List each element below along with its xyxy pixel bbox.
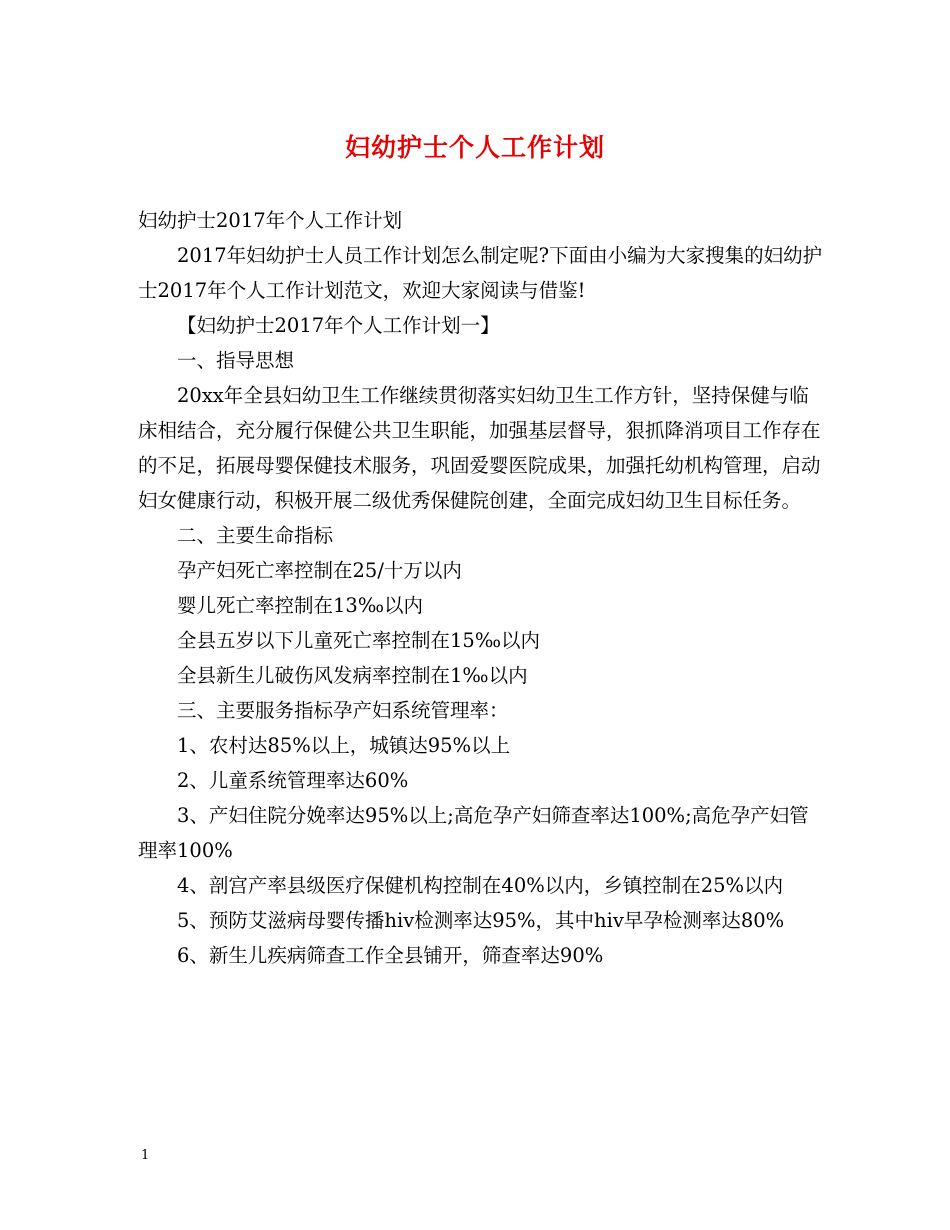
paragraph-heading-service-indicators: 三、主要服务指标孕产妇系统管理率： — [177, 699, 509, 722]
document-body — [138, 203, 828, 973]
paragraph-intro: 2017年妇幼护士人员工作计划怎么制定呢?下面由小编为大家搜集的妇幼护士2017年个人工作计划范文，欢迎大家阅读与借鉴! — [138, 244, 823, 302]
list-item-6: 6、新生儿疾病筛查工作全县铺开，筛查率达90% — [177, 944, 604, 967]
paragraph-section-heading: 【妇幼护士2017年个人工作计划一】 — [177, 314, 500, 337]
page-number: 1 — [141, 1148, 150, 1163]
list-item-5: 5、预防艾滋病母婴传播hiv检测率达95%，其中hiv早孕检测率达80% — [177, 909, 785, 932]
paragraph-under-five-mortality: 全县五岁以下儿童死亡率控制在15‰以内 — [177, 629, 540, 652]
paragraph-subtitle: 妇幼护士2017年个人工作计划 — [138, 209, 403, 232]
paragraph-maternal-mortality: 孕产妇死亡率控制在25/十万以内 — [177, 559, 462, 582]
paragraph-guiding-principle: 20xx年全县妇幼卫生工作继续贯彻落实妇幼卫生工作方针，坚持保健与临床相结合，充分履行保健公共卫生职能，加强基层督导，狠抓降消项目工作存在的不足，拓展母婴保健技术服务，巩固爱婴医院成果，加强托幼机构管理，启动妇女健康行动，积极开展二级优秀保健院创建，全面完成妇幼卫生目标任务。 — [138, 384, 821, 512]
paragraph-infant-mortality: 婴儿死亡率控制在13‰以内 — [177, 594, 423, 617]
paragraph-heading-guiding-principle: 一、指导思想 — [177, 349, 295, 372]
paragraph-heading-life-indicators: 二、主要生命指标 — [177, 524, 334, 547]
document-title: 妇幼护士个人工作计划 — [344, 133, 605, 162]
paragraph-neonatal-tetanus: 全县新生儿破伤风发病率控制在1‰以内 — [177, 664, 528, 687]
list-item-3: 3、产妇住院分娩率达95%以上;高危孕产妇筛查率达100%;高危孕产妇管理率100% — [138, 804, 809, 862]
list-item-2: 2、儿童系统管理率达60% — [177, 769, 409, 792]
list-item-4: 4、剖宫产率县级医疗保健机构控制在40%以内，乡镇控制在25%以内 — [177, 874, 784, 897]
list-item-1: 1、农村达85%以上，城镇达95%以上 — [177, 734, 511, 757]
